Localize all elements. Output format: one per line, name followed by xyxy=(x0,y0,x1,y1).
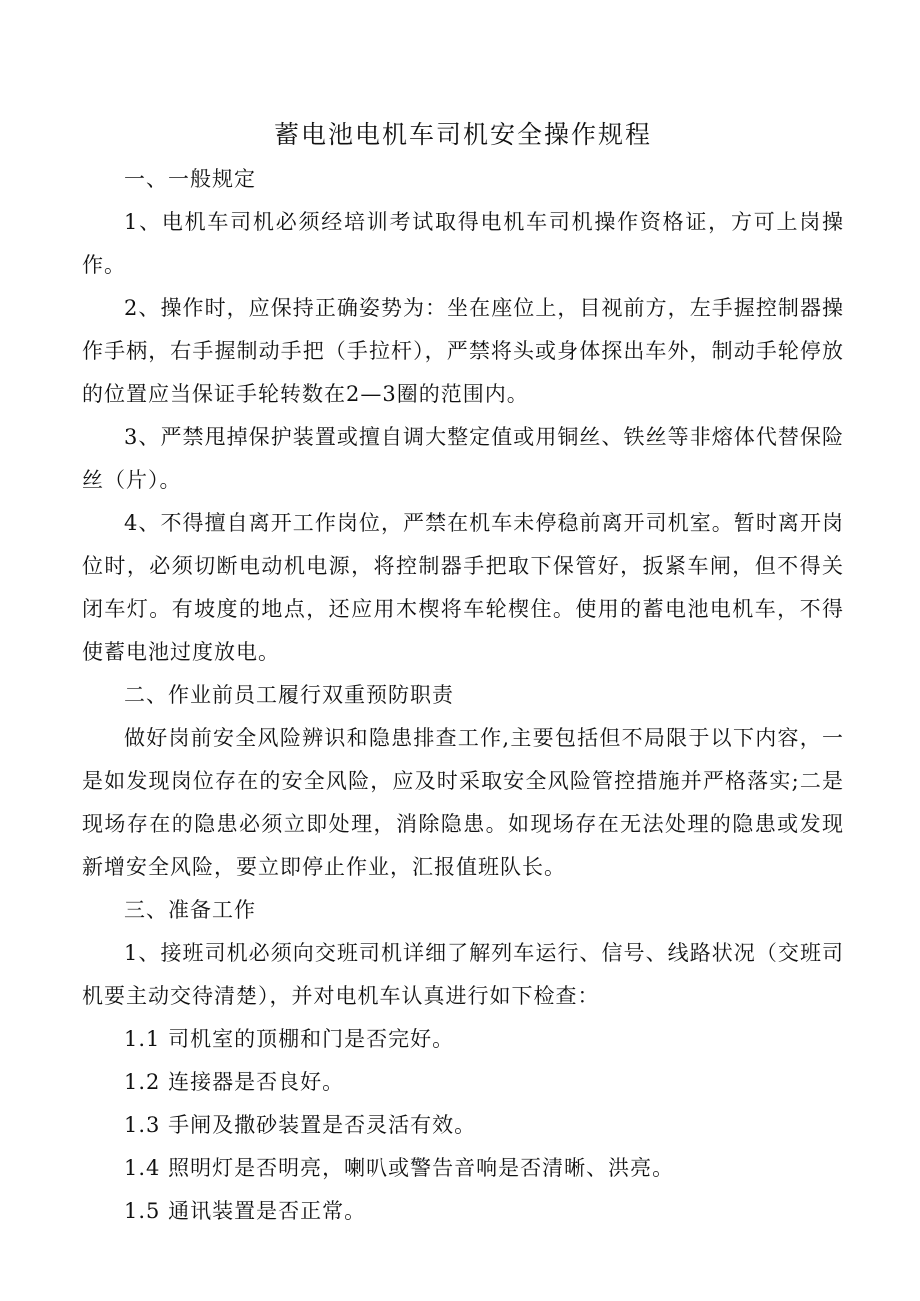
paragraph-protection-devices: 3、严禁甩掉保护装置或擅自调大整定值或用铜丝、铁丝等非熔体代替保险丝（片）。 xyxy=(82,425,844,492)
checklist-item: 1.1 司机室的顶棚和门是否完好。 xyxy=(124,1027,455,1051)
section-heading-dual-prevention: 二、作业前员工履行双重预防职责 xyxy=(124,683,454,707)
paragraph-risk-identification: 做好岗前安全风险辨识和隐患排查工作,主要包括但不局限于以下内容，一是如发现岗位存在的安全风险，应及时采取安全风险管控措施并严格落实;二是现场存在的隐患必须立即处理，消除隐患。如现场存在无法处理的隐患或发现新增安全风险，要立即停止作业，汇报值班队长。 xyxy=(82,726,844,879)
paragraph-qualification: 1、电机车司机必须经培训考试取得电机车司机操作资格证，方可上岗操作。 xyxy=(82,210,844,277)
document-page xyxy=(82,118,844,1233)
paragraph-shift-handover: 1、接班司机必须向交班司机详细了解列车运行、信号、线路状况（交班司机要主动交待清楚），并对电机车认真进行如下检查： xyxy=(82,941,844,1008)
paragraph-operating-posture: 2、操作时，应保持正确姿势为：坐在座位上，目视前方，左手握控制器操作手柄，右手握制动手把（手拉杆），严禁将头或身体探出车外，制动手轮停放的位置应当保证手轮转数在2—3圈的范围内。 xyxy=(82,296,844,406)
section-heading-general-rules: 一、一般规定 xyxy=(124,167,256,191)
checklist-item: 1.5 通讯装置是否正常。 xyxy=(124,1199,367,1223)
paragraph-leaving-post: 4、不得擅自离开工作岗位，严禁在机车未停稳前离开司机室。暂时离开岗位时，必须切断电动机电源，将控制器手把取下保管好，扳紧车闸，但不得关闭车灯。有坡度的地点，还应用木楔将车轮楔住。使用的蓄电池电机车，不得使蓄电池过度放电。 xyxy=(82,511,844,664)
document-title: 蓄电池电机车司机安全操作规程 xyxy=(273,120,652,149)
section-heading-preparation: 三、准备工作 xyxy=(124,898,256,922)
checklist-item: 1.3 手闸及撒砂装置是否灵活有效。 xyxy=(124,1113,477,1137)
checklist-item: 1.4 照明灯是否明亮，喇叭或警告音响是否清晰、洪亮。 xyxy=(124,1156,675,1180)
checklist-item: 1.2 连接器是否良好。 xyxy=(124,1070,345,1094)
